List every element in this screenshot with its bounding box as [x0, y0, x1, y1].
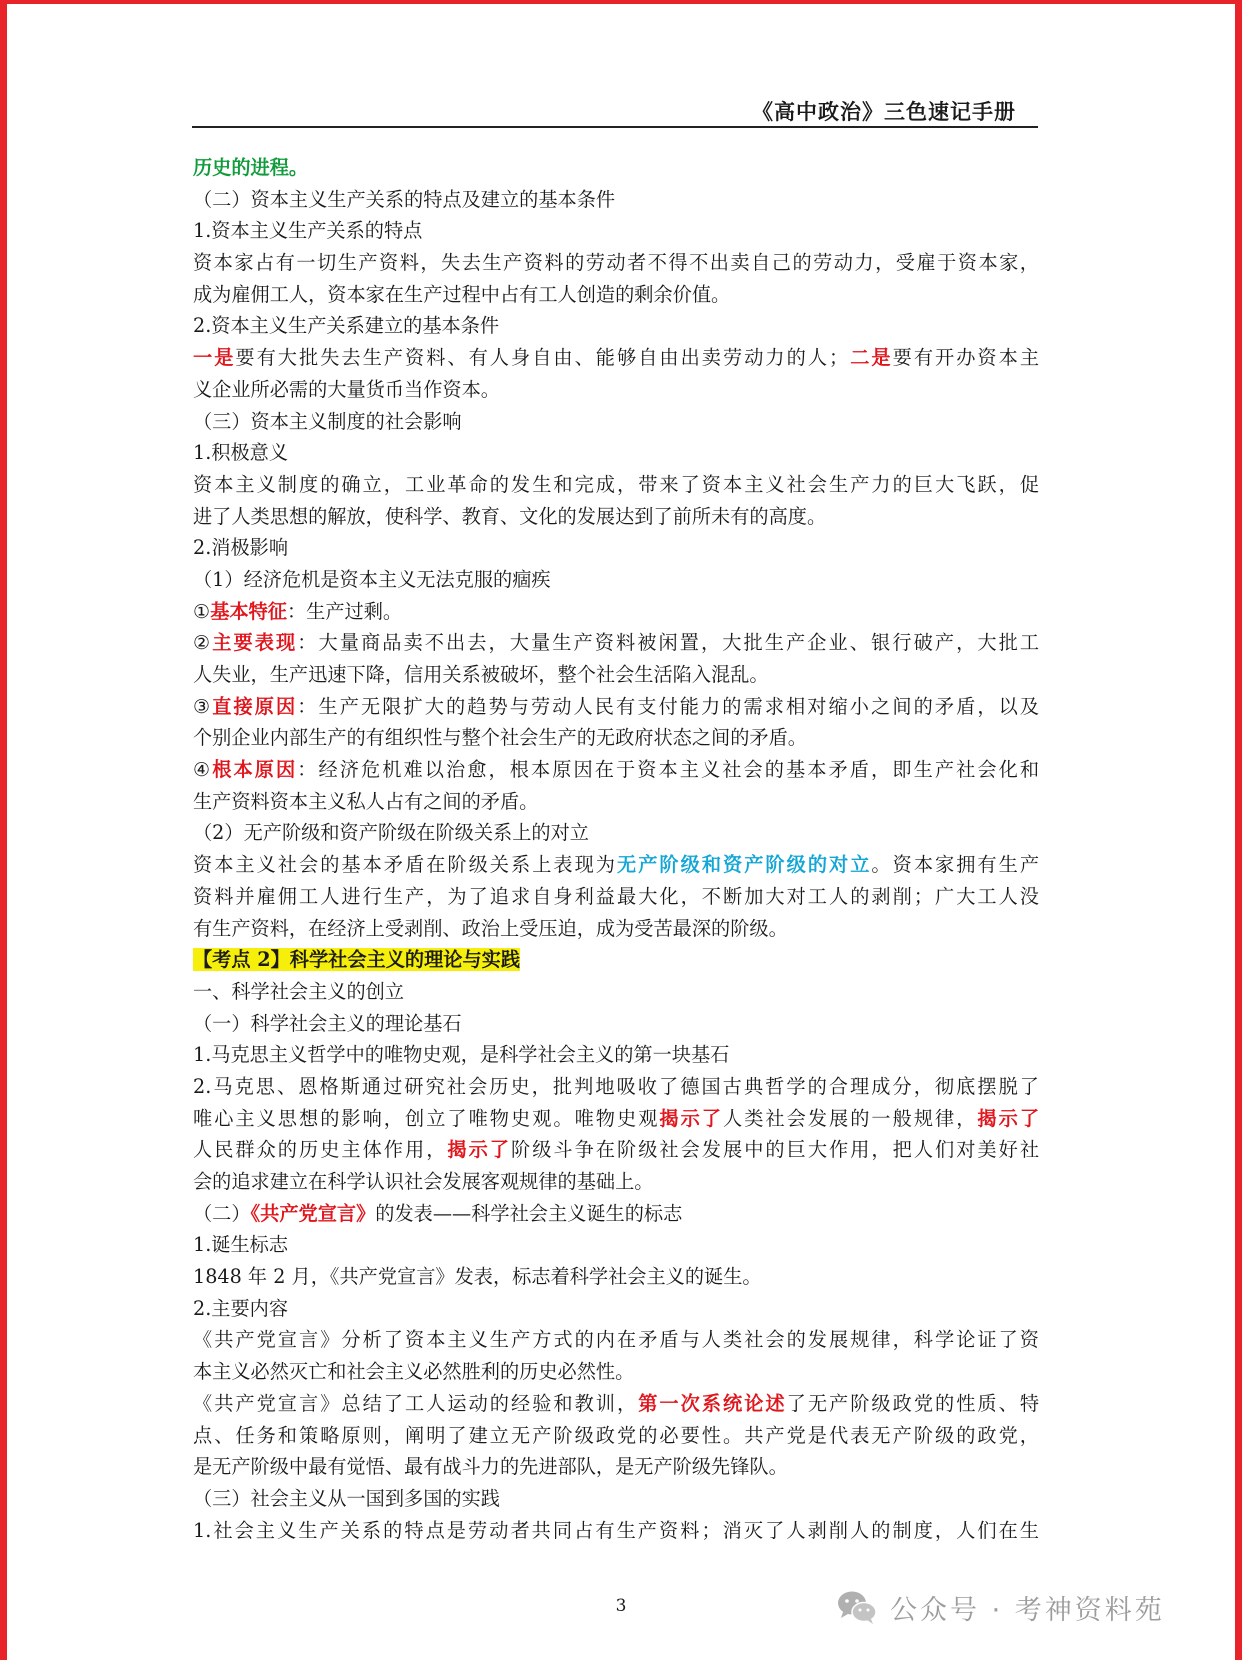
- text-line: [193, 1039, 1039, 1071]
- page-header: [192, 96, 1038, 128]
- text-segment: 义企业所必需的大量货币当作资本。: [193, 377, 500, 401]
- text-segment: （2）无产阶级和资产阶级在阶级关系上的对立: [193, 821, 589, 845]
- text-line: [193, 374, 1039, 406]
- text-line: [193, 944, 1039, 976]
- text-segment: 点、任务和策略原则，阐明了建立无产阶级政党的必要性。共产党是代表无产阶级的政党，: [193, 1423, 1039, 1447]
- text-line: [193, 1198, 1039, 1230]
- text-line: [193, 279, 1039, 311]
- emphasis-text: 历史的进程。: [193, 156, 309, 179]
- text-line: [193, 691, 1039, 723]
- text-segment: 个别企业内部生产的有组织性与整个社会生产的无政府状态之间的矛盾。: [193, 726, 807, 750]
- emphasis-text: 二是: [848, 346, 893, 370]
- text-segment: 人失业，生产迅速下降，信用关系被破坏，整个社会生活陷入混乱。: [193, 663, 769, 686]
- text-segment: 2.主要内容: [193, 1296, 289, 1320]
- text-segment: 1.社会主义生产关系的特点是劳动者共同占有生产资料；消灭了人剥削人的制度，人们在生: [193, 1518, 1039, 1542]
- text-line: [193, 849, 1039, 881]
- text-segment: 《共产党宣言》分析了资本主义生产方式的内在矛盾与人类社会的发展规律，科学论证了资: [193, 1328, 1039, 1352]
- text-line: [193, 152, 1039, 184]
- text-segment: ：生产过剩。: [286, 599, 403, 623]
- text-segment: 资本家占有一切生产资料，失去生产资料的劳动者不得不出卖自己的劳动力，受雇于资本家，: [193, 251, 1039, 275]
- emphasis-text: 根本原因: [212, 758, 298, 782]
- text-segment: 有生产资料，在经济上受剥削、政治上受压迫，成为受苦最深的阶级。: [193, 916, 788, 940]
- document-body: [193, 152, 1039, 1546]
- text-line: [193, 659, 1039, 691]
- emphasis-text: 第一次系统论述: [638, 1391, 787, 1415]
- text-segment: 2.马克思、恩格斯通过研究社会历史，批判地吸收了德国古典哲学的合理成分，彻底摆脱了: [193, 1074, 1039, 1098]
- text-segment: （三）资本主义制度的社会影响: [193, 409, 462, 433]
- header-title: 《高中政治》三色速记手册: [752, 100, 1016, 124]
- text-segment: 1848 年 2 月，《共产党宣言》发表，标志着科学社会主义的诞生。: [193, 1265, 762, 1289]
- text-line: [193, 722, 1039, 754]
- text-line: [193, 1103, 1039, 1135]
- text-segment: 1.诞生标志: [193, 1233, 289, 1257]
- text-line: [193, 1071, 1039, 1103]
- text-line: [193, 1293, 1039, 1325]
- text-line: [193, 564, 1039, 596]
- emphasis-text: 揭示了: [977, 1106, 1040, 1130]
- text-line: [193, 1324, 1039, 1356]
- wechat-icon: [836, 1588, 878, 1626]
- text-segment: （1）经济危机是资本主义无法克服的痼疾: [193, 567, 551, 591]
- text-line: [193, 1261, 1039, 1293]
- text-line: [193, 342, 1039, 374]
- text-segment: 阶级斗争在阶级社会发展中的巨大作用，把人们对美好社: [511, 1138, 1040, 1162]
- text-line: [193, 501, 1039, 533]
- emphasis-text: 直接原因: [212, 694, 298, 718]
- watermark-text: 公众号 · 考神资料苑: [890, 1594, 1165, 1626]
- text-segment: 一、科学社会主义的创立: [193, 979, 405, 1003]
- text-segment: 的发表——科学社会主义诞生的标志: [375, 1201, 683, 1225]
- text-segment: 人民群众的历史主体作用，: [193, 1138, 448, 1162]
- text-segment: 2.消极影响: [193, 536, 289, 560]
- text-line: [193, 1356, 1039, 1388]
- text-line: [193, 1166, 1039, 1198]
- text-line: [193, 532, 1039, 564]
- text-line: [193, 1420, 1039, 1452]
- text-segment: 进了人类思想的解放，使科学、教育、文化的发展达到了前所未有的高度。: [193, 504, 827, 528]
- text-line: [193, 184, 1039, 216]
- text-segment: 《共产党宣言》总结了工人运动的经验和教训，: [193, 1391, 639, 1415]
- emphasis-text: 《共产党宣言》: [250, 1201, 376, 1225]
- text-line: [193, 247, 1039, 279]
- text-line: [193, 881, 1039, 913]
- text-line: [193, 1008, 1039, 1040]
- text-line: [193, 786, 1039, 818]
- text-segment: ③: [193, 694, 213, 718]
- text-line: [193, 913, 1039, 945]
- page-number: 3: [615, 1596, 627, 1616]
- text-segment: （三）社会主义从一国到多国的实践: [193, 1486, 500, 1510]
- text-line: [193, 754, 1039, 786]
- text-line: [193, 310, 1039, 342]
- text-line: [193, 1451, 1039, 1483]
- emphasis-text: 揭示了: [447, 1138, 512, 1162]
- text-line: [193, 817, 1039, 849]
- emphasis-text: 无产阶级和资产阶级的对立: [617, 853, 872, 877]
- text-line: [193, 1388, 1039, 1420]
- text-segment: 了无产阶级政党的性质、特: [786, 1391, 1040, 1415]
- text-line: [193, 1515, 1039, 1547]
- text-segment: （二）: [193, 1201, 251, 1225]
- text-segment: ：生产无限扩大的趋势与劳动人民有支付能力的需求相对缩小之间的矛盾，以及: [297, 694, 1040, 718]
- text-segment: 。资本家拥有生产: [871, 853, 1040, 877]
- text-segment: 资料并雇佣工人进行生产，为了追求自身利益最大化，不断加大对工人的剥削；广大工人没: [193, 884, 1039, 908]
- text-segment: ：经济危机难以治愈，根本原因在于资本主义社会的基本矛盾，即生产社会化和: [297, 758, 1040, 782]
- text-segment: （一）科学社会主义的理论基石: [193, 1011, 462, 1035]
- text-segment: 2.资本主义生产关系建立的基本条件: [193, 314, 500, 338]
- text-line: [193, 627, 1039, 659]
- text-segment: ：大量商品卖不出去，大量生产资料被闲置，大批生产企业、银行破产，大批工: [297, 631, 1040, 655]
- text-segment: 生产资料资本主义私人占有之间的矛盾。: [193, 789, 539, 813]
- text-line: [193, 469, 1039, 501]
- text-segment: 是无产阶级中最有觉悟、最有战斗力的先进部队，是无产阶级先锋队。: [193, 1455, 788, 1479]
- text-line: [193, 596, 1039, 628]
- watermark: [836, 1587, 1165, 1627]
- text-line: [193, 215, 1039, 247]
- text-segment: 1.资本主义生产关系的特点: [193, 219, 423, 243]
- text-segment: 人类社会发展的一般规律，: [723, 1106, 978, 1130]
- text-segment: 唯心主义思想的影响，创立了唯物史观。唯物史观: [193, 1106, 660, 1130]
- text-line: [193, 406, 1039, 438]
- text-segment: 会的追求建立在科学认识社会发展客观规律的基础上。: [193, 1170, 654, 1193]
- text-segment: 1.积极意义: [193, 441, 289, 465]
- text-line: [193, 1134, 1039, 1166]
- text-segment: 资本主义社会的基本矛盾在阶级关系上表现为: [193, 853, 618, 877]
- text-segment: 要有大批失去生产资料、有人身自由、能够自由出卖劳动力的人；: [235, 346, 849, 370]
- emphasis-text: 基本特征: [210, 599, 287, 623]
- text-segment: 成为雇佣工人，资本家在生产过程中占有工人创造的剩余价值。: [193, 282, 731, 306]
- text-segment: （二）资本主义生产关系的特点及建立的基本条件: [193, 187, 616, 211]
- text-segment: ④: [193, 758, 213, 782]
- emphasis-text: 揭示了: [659, 1106, 724, 1130]
- emphasis-text: 一是: [193, 346, 236, 370]
- text-line: [193, 976, 1039, 1008]
- emphasis-text: 【考点 2】科学社会主义的理论与实践: [193, 948, 521, 972]
- text-segment: ②: [193, 631, 213, 655]
- text-line: [193, 437, 1039, 469]
- text-segment: 1.马克思主义哲学中的唯物史观，是科学社会主义的第一块基石: [193, 1043, 730, 1067]
- text-line: [193, 1229, 1039, 1261]
- text-segment: 本主义必然灭亡和社会主义必然胜利的历史必然性。: [193, 1360, 635, 1384]
- text-line: [193, 1483, 1039, 1515]
- emphasis-text: 主要表现: [212, 631, 298, 655]
- text-segment: 要有开办资本主: [892, 346, 1040, 370]
- text-segment: ①: [193, 599, 211, 623]
- text-segment: 资本主义制度的确立，工业革命的发生和完成，带来了资本主义社会生产力的巨大飞跃，促: [193, 472, 1039, 496]
